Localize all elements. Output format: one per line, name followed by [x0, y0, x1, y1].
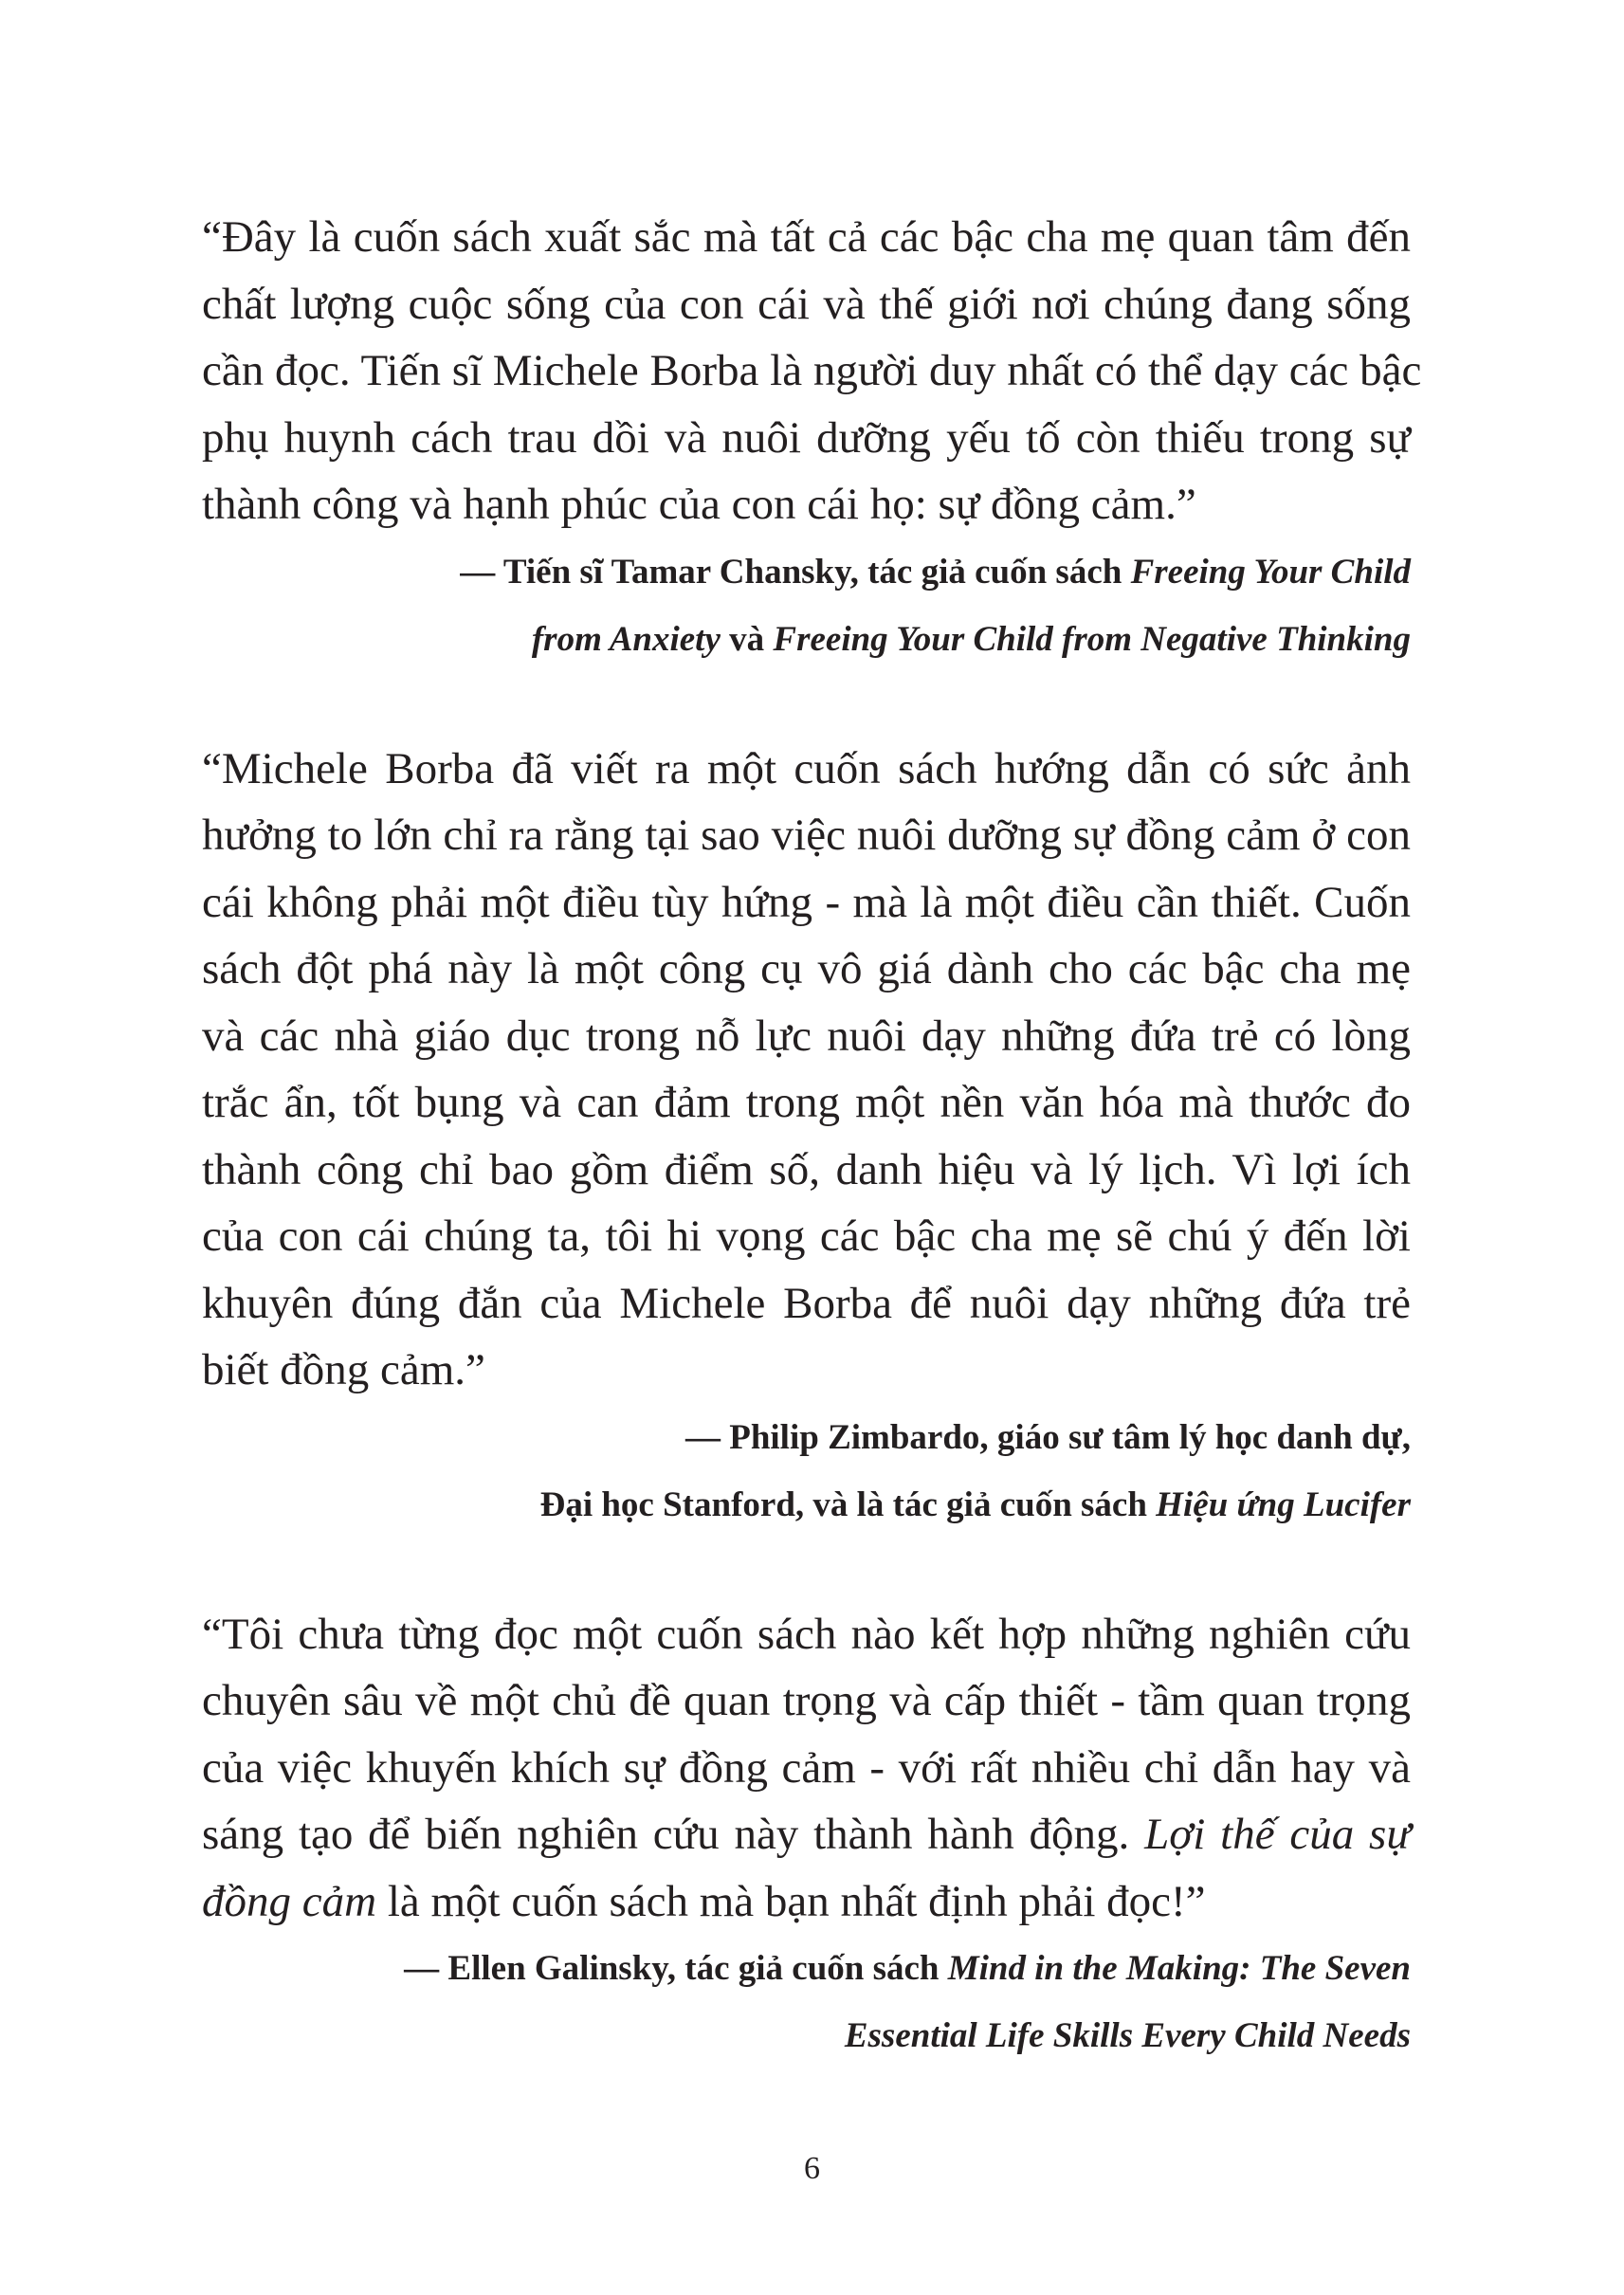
quote-line: cần đọc. Tiến sĩ Michele Borba là người duy nhất có thể dạy các bậc	[202, 346, 1422, 395]
book-title: Essential Life Skills Every Child Needs	[844, 2016, 1411, 2055]
book-title: Freeing Your Child	[1130, 552, 1411, 592]
quote-line: chất lượng cuộc sống của con cái và thế giới nơi chúng đang sống	[202, 279, 1411, 329]
page-content	[202, 204, 1422, 2069]
quote-line: trắc ẩn, tốt bụng và can đảm trong một nền văn hóa mà thước đo	[202, 1078, 1411, 1127]
quote-line: chuyên sâu về một chủ đề quan trọng và cấp thiết - tầm quan trọng	[202, 1676, 1411, 1725]
attribution-line	[202, 1471, 1411, 1539]
quote-line: của việc khuyến khích sự đồng cảm - với rất nhiều chỉ dẫn hay và	[202, 1742, 1411, 1793]
quote-line	[202, 1868, 1411, 1936]
attribution-affiliation: Đại học Stanford, và là tác giả cuốn sách	[539, 1484, 1157, 1524]
quote-line: cái không phải một điều tùy hứng - mà là một điều cần thiết. Cuốn	[202, 877, 1411, 927]
book-title: from Anxiety	[531, 619, 721, 659]
attribution-author: — Ellen Galinsky, tác giả cuốn sách	[404, 1949, 948, 1988]
quote-line: của con cái chúng ta, tôi hi vọng các bậc cha mẹ sẽ chú ý đến lời	[202, 1211, 1411, 1261]
testimonial-quote-1	[202, 204, 1422, 538]
quote-line: khuyên đúng đắn của Michele Borba để nuôi dạy những đứa trẻ	[202, 1278, 1411, 1328]
book-title: Freeing Your Child from Negative Thinking	[773, 619, 1411, 659]
testimonial-attribution-2	[202, 1404, 1411, 1539]
attribution-line	[202, 2002, 1411, 2069]
book-title-inline: đồng cảm	[202, 1876, 377, 1926]
book-title: Mind in the Making: The Seven	[947, 1949, 1411, 1988]
quote-line: phụ huynh cách trau dồi và nuôi dưỡng yếu tố còn thiếu trong sự	[202, 412, 1411, 463]
attribution-joiner: và	[720, 619, 774, 659]
quote-line: biết đồng cảm.”	[202, 1345, 485, 1394]
testimonial-attribution-3	[202, 1935, 1411, 2069]
testimonial-block-3	[202, 1601, 1411, 2070]
attribution-author: — Tiến sĩ Tamar Chansky, tác giả cuốn sách	[460, 552, 1131, 592]
attribution-line	[202, 606, 1411, 673]
page-number: 6	[804, 2151, 820, 2186]
quote-text: là một cuốn sách mà bạn nhất định phải đọc!”	[376, 1876, 1206, 1926]
attribution-line	[202, 1935, 1411, 2002]
attribution-line: — Philip Zimbardo, giáo sư tâm lý học danh dự,	[684, 1417, 1411, 1457]
testimonial-quote-2	[202, 736, 1411, 1404]
attribution-line	[202, 538, 1411, 606]
quote-line: sách đột phá này là một công cụ vô giá dành cho các bậc cha mẹ	[202, 944, 1411, 993]
quote-text: sáng tạo để biến nghiên cứu này thành hành động.	[202, 1810, 1145, 1859]
quote-line: thành công và hạnh phúc của con cái họ: sự đồng cảm.”	[202, 480, 1196, 529]
quote-line	[202, 1801, 1411, 1868]
book-title-inline: Lợi thế của sự	[1144, 1810, 1411, 1859]
quote-line: thành công chỉ bao gồm điểm số, danh hiệu và lý lịch. Vì lợi ích	[202, 1144, 1411, 1194]
testimonial-attribution-1	[202, 538, 1411, 673]
testimonial-quote-3	[202, 1601, 1411, 1936]
quote-line: hưởng to lớn chỉ ra rằng tại sao việc nuôi dưỡng sự đồng cảm ở con	[202, 811, 1411, 860]
quote-line: và các nhà giáo dục trong nỗ lực nuôi dạy những đứa trẻ có lòng	[202, 1011, 1411, 1061]
testimonial-block-1	[202, 204, 1422, 673]
quote-line: “Đây là cuốn sách xuất sắc mà tất cả các bậc cha mẹ quan tâm đến	[202, 212, 1411, 262]
book-title: Hiệu ứng Lucifer	[1156, 1484, 1411, 1524]
testimonial-block-2	[202, 736, 1411, 1539]
quote-line: “Michele Borba đã viết ra một cuốn sách hướng dẫn có sức ảnh	[202, 743, 1411, 793]
quote-line: “Tôi chưa từng đọc một cuốn sách nào kết hợp những nghiên cứu	[202, 1609, 1411, 1659]
